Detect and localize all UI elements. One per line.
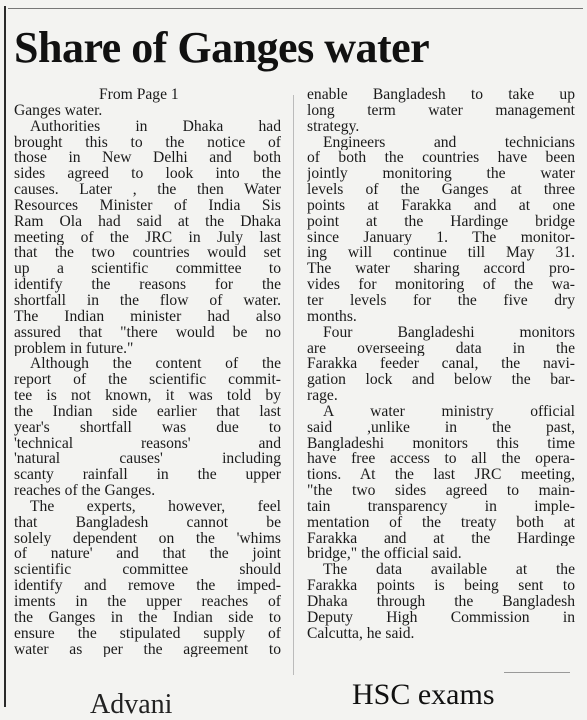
text-line: "the two sides agreed to main- — [307, 483, 575, 499]
text-line: iments in the upper reaches of — [14, 594, 281, 610]
text-line: Farakka points is being sent to — [307, 578, 575, 594]
text-line: up a scientific committee to — [14, 261, 281, 278]
text-line: Bangladeshi monitors this time — [307, 435, 575, 452]
text-line: Four Bangladeshi monitors — [323, 324, 575, 341]
text-line: sides agreed to look into the — [14, 166, 281, 183]
text-line: scanty rainfall in the upper — [14, 467, 281, 484]
text-line: strategy. — [307, 118, 360, 135]
text-line: are overseeing data in the — [307, 340, 575, 357]
article-column-right — [307, 87, 575, 642]
text-line: report of the scientific commit- — [14, 372, 281, 389]
text-line: The Indian minister had also — [14, 308, 281, 325]
text-line: Authorities in Dhaka had — [30, 118, 281, 135]
article-column-left — [14, 87, 281, 657]
top-rule — [8, 8, 583, 9]
text-line: ter levels for the five dry — [307, 292, 575, 309]
text-line: Ganges water. — [14, 102, 103, 119]
text-line: enable Bangladesh to take up — [307, 87, 575, 103]
text-line: 'technical reasons' and — [14, 435, 281, 452]
text-line: tions. At the last JRC meeting, — [307, 467, 575, 484]
text-line: since January 1. The monitor- — [307, 229, 575, 246]
text-line: shortfall in the flow of water. — [14, 292, 281, 309]
text-line: the Indian side earlier that last — [14, 403, 281, 420]
text-line: tain transparency in imple- — [307, 498, 575, 515]
text-line: solely dependent on the 'whims — [14, 530, 281, 547]
text-line: scientific committee should — [14, 562, 281, 579]
text-line: assured that "there would be no — [14, 324, 281, 341]
text-line: Farakka feeder canal, the navi- — [307, 356, 575, 373]
text-line: identify the reasons for the — [14, 277, 281, 293]
text-line: From Page 1 — [99, 87, 179, 103]
text-line: The experts, however, feel — [30, 498, 281, 515]
text-line: jointly monitoring the water — [307, 166, 575, 183]
column-divider — [293, 95, 294, 675]
text-line: bridge," the official said. — [307, 546, 462, 563]
text-line: have free access to all the opera- — [307, 451, 575, 468]
text-line: of both the countries have been — [307, 150, 575, 167]
text-line: year's shortfall was due to — [14, 419, 281, 436]
text-line: the Ganges in the Indian side to — [14, 609, 281, 626]
text-line: point at the Hardinge bridge — [307, 213, 575, 230]
text-line: identify and remove the imped- — [14, 578, 281, 594]
text-line: Deputy High Commission in — [307, 609, 575, 626]
text-line: mentation of the treaty both at — [307, 514, 575, 531]
text-line: Resources Minister of India Sis — [14, 197, 281, 214]
text-line: that the two countries would set — [14, 245, 281, 262]
text-line: ing will continue till May 31. — [307, 245, 575, 262]
text-line: brought this to the notice of — [14, 134, 281, 151]
text-line: gation lock and below the bar- — [307, 372, 575, 389]
next-article-headline-right: HSC exams — [352, 678, 495, 711]
text-line: problem in future." — [14, 340, 134, 357]
text-line: levels of the Ganges at three — [307, 182, 575, 198]
text-line: 'natural causes' including — [14, 451, 281, 468]
text-line: causes. Later , the then Water — [14, 182, 281, 198]
text-line: The water sharing accord pro- — [307, 261, 575, 278]
text-line: that Bangladesh cannot be — [14, 514, 281, 531]
text-line: Although the content of the — [30, 356, 281, 373]
text-line: Engineers and technicians — [323, 134, 575, 151]
article-headline: Share of Ganges water — [14, 23, 430, 72]
text-line: rage. — [307, 388, 338, 404]
text-line: of nature' and that the joint — [14, 546, 281, 563]
text-line: The data available at the — [323, 562, 575, 579]
end-of-article-rule — [504, 672, 570, 673]
text-line: tee is not known, it was told by — [14, 388, 281, 404]
text-line: Calcutta, he said. — [307, 625, 415, 642]
text-line: reaches of the Ganges. — [14, 483, 156, 499]
text-line: A water ministry official — [323, 403, 575, 420]
text-line: Dhaka through the Bangladesh — [307, 594, 575, 610]
text-line: long term water management — [307, 102, 575, 119]
text-line: meeting of the JRC in July last — [14, 229, 281, 246]
next-article-headline-left: Advani — [90, 689, 173, 720]
text-line: points at Farakka and at one — [307, 197, 575, 214]
text-line: Farakka and at the Hardinge — [307, 530, 575, 547]
text-line: months. — [307, 308, 357, 325]
text-line: ensure the stipulated supply of — [14, 625, 281, 642]
page-border-rule — [4, 6, 6, 707]
text-line: said ,unlike in the past, — [307, 419, 575, 436]
text-line: those in New Delhi and both — [14, 150, 281, 167]
text-line: vides for monitoring of the wa- — [307, 277, 575, 293]
text-line: Ram Ola had said at the Dhaka — [14, 213, 281, 230]
text-line: water as per the agreement to — [14, 641, 281, 658]
